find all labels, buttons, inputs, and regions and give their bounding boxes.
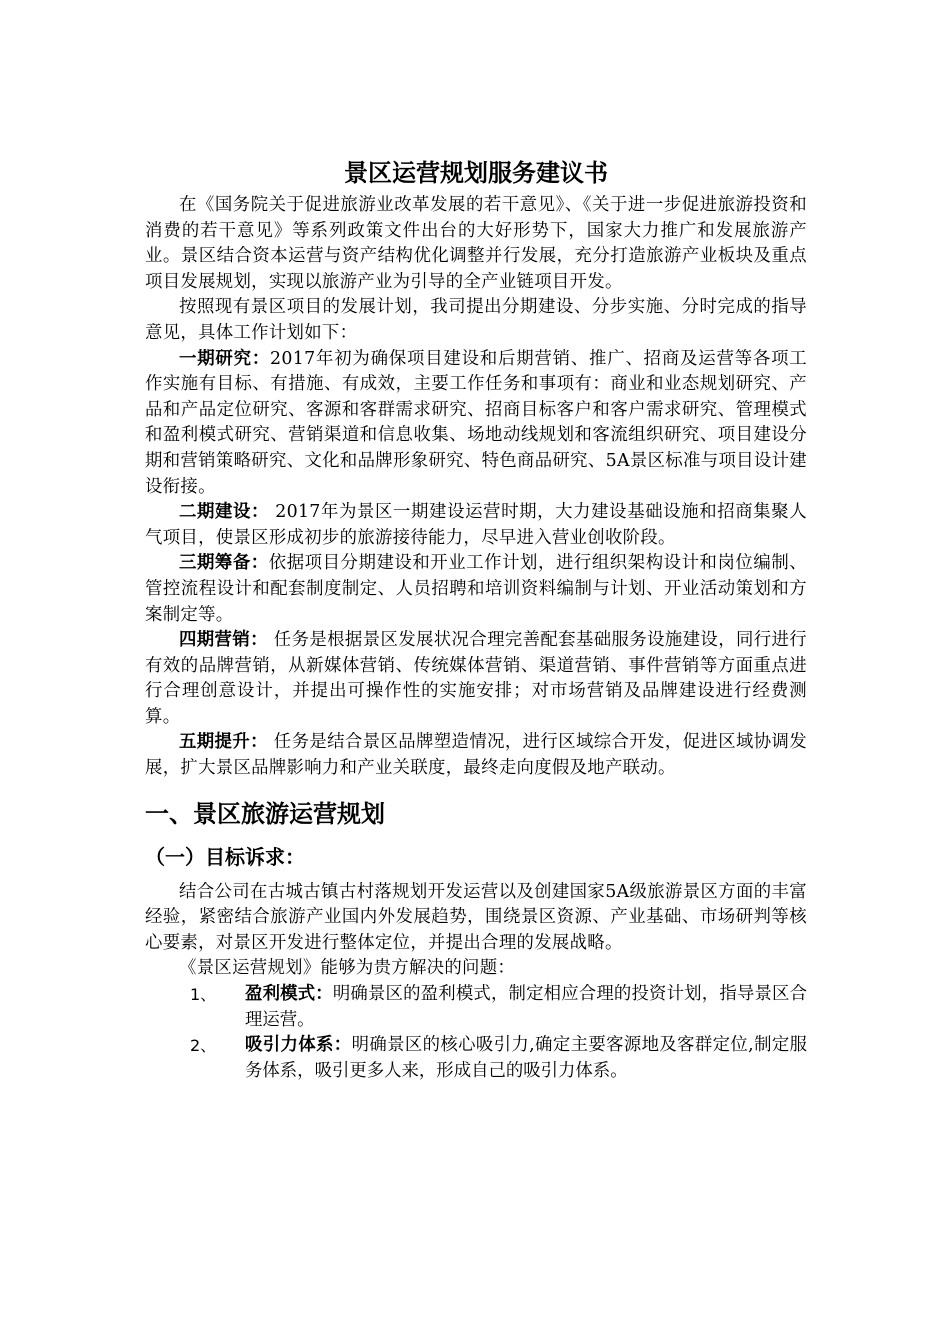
list-item-text: 明确景区的核心吸引力,确定主要客源地及客群定位,制定服务体系，吸引更多人来，形成自己的吸引力体系。: [245, 1035, 807, 1081]
list-item-text: 明确景区的盈利模式，制定相应合理的投资计划，指导景区合理运营。: [245, 984, 807, 1030]
phase-paragraph: [145, 500, 807, 551]
list-number: 2、: [190, 1036, 217, 1056]
goal-paragraph: 结合公司在古城古镇古村落规划开发运营以及创建国家5A级旅游景区方面的丰富经验，紧密结合旅游产业国内外发展趋势，围绕景区资源、产业基础、市场研判等核心要素，对景区开发进行整体定位，并提出合理的发展战略。: [145, 881, 807, 953]
list-intro: 《景区运营规划》能够为贵方解决的问题：: [179, 958, 516, 979]
phase-paragraph: [145, 730, 807, 781]
phase-text: 2017年为景区一期建设运营时期，大力建设基础设施和招商集聚人气项目，使景区形成初步的旅游接待能力，尽早进入营业创收阶段。: [145, 502, 807, 548]
list-item-label: 盈利模式：: [245, 984, 333, 1005]
list-item: [145, 1033, 807, 1084]
phase-label: 一期研究：: [179, 348, 271, 369]
intro-paragraph: 按照现有景区项目的发展计划，我司提出分期建设、分步实施、分时完成的指导意见，具体工作计划如下：: [145, 297, 807, 343]
list-number: 1、: [190, 985, 217, 1005]
list-item-label: 吸引力体系：: [245, 1035, 352, 1056]
phase-text: 2017年初为确保项目建设和后期营销、推广、招商及运营等各项工作实施有目标、有措施、有成效，主要工作任务和事项有：商业和业态规划研究、产品和产品定位研究、客源和客群需求研究、招商目标客户和客户需求研究、管理模式和盈利模式研究、营销渠道和信息收集、场地动线规划和客流组织研究、项目建设分期和营销策略研究、文化和品牌形象研究、特色商品研究、5A景区标准与项目设计建设衔接。: [145, 348, 807, 497]
subsection-heading: （一）目标诉求：: [145, 844, 305, 869]
phase-text: 任务是结合景区品牌塑造情况，进行区域综合开发，促进区域协调发展，扩大景区品牌影响力和产业关联度，最终走向度假及地产联动。: [145, 732, 807, 779]
document-title: 景区运营规划服务建议书: [344, 159, 608, 187]
phase-label: 四期营销：: [179, 630, 268, 651]
phase-label: 五期提升：: [179, 732, 268, 753]
section-heading: 一、景区旅游运营规划: [145, 799, 385, 828]
phase-paragraph: [145, 551, 807, 628]
phase-label: 二期建设：: [179, 502, 270, 523]
document-body: [145, 153, 807, 1084]
list-item: [145, 982, 807, 1033]
phase-paragraph: [145, 347, 807, 501]
phase-paragraph: [145, 628, 807, 730]
problem-list: [145, 982, 807, 1084]
phase-label: 三期筹备：: [179, 553, 269, 574]
intro-paragraph: 在《国务院关于促进旅游业改革发展的若干意见》、《关于进一步促进旅游投资和消费的若干意见》等系列政策文件出台的大好形势下，国家大力推广和发展旅游产业。景区结合资本运营与资产结构优化调整并行发展，充分打造旅游产业板块及重点项目发展规划，实现以旅游产业为引导的全产业链项目开发。: [145, 195, 807, 292]
phase-text: 任务是根据景区发展状况合理完善配套基础服务设施建设，同行进行有效的品牌营销，从新媒体营销、传统媒体营销、渠道营销、事件营销等方面重点进行合理创意设计，并提出可操作性的实施安排；对市场营销及品牌建设进行经费测算。: [145, 630, 807, 727]
phase-text: 依据项目分期建设和开业工作计划，进行组织架构设计和岗位编制、管控流程设计和配套制度制定、人员招聘和培训资料编制与计划、开业活动策划和方案制定等。: [145, 553, 807, 625]
